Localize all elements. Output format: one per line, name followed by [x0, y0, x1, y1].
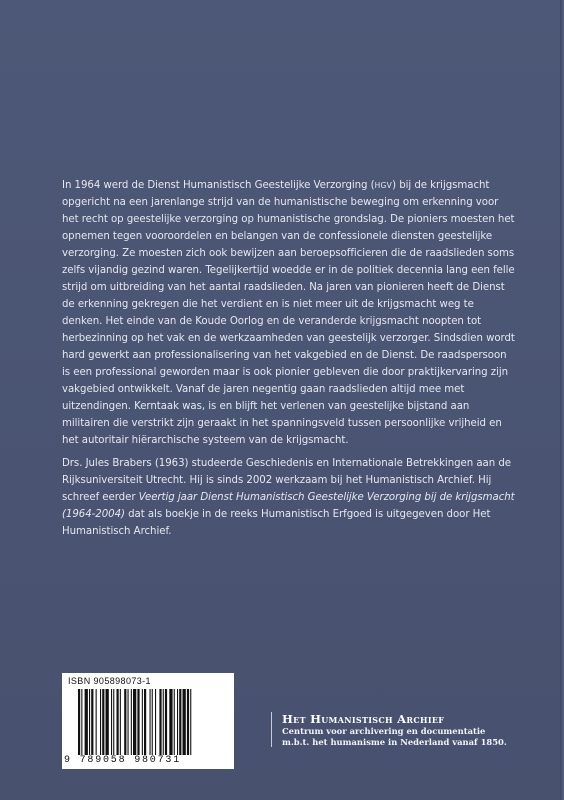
- barcode-bar: [81, 689, 82, 755]
- barcode-bar: [89, 689, 90, 755]
- barcode-bar: [111, 689, 112, 755]
- barcode-bar: [120, 689, 121, 755]
- barcode-bar: [150, 689, 151, 755]
- barcode-bar: [179, 689, 181, 755]
- barcode-bar: [100, 689, 101, 755]
- barcode-bar: [117, 689, 119, 755]
- barcode-bar: [174, 689, 175, 755]
- barcode-bar: [163, 689, 164, 755]
- isbn-barcode: [62, 673, 234, 769]
- barcode-bar: [155, 689, 156, 755]
- publisher-line-1: Centrum voor archivering en documentatie: [282, 726, 486, 736]
- barcode-bar: [106, 689, 109, 755]
- barcode-bar: [177, 689, 178, 755]
- publisher-block: [271, 712, 552, 747]
- cover-edge: [560, 0, 564, 800]
- isbn-label: ISBN 905898073-1: [68, 676, 151, 686]
- blurb-paragraph-1: In 1964 werd de Dienst Humanistisch Geestelijke Verzorging (HGV) bij de krijgsmacht opgericht na een jarenlange strijd van de humanistische beweging om erkenning voor het recht op geestelijke verzorging op humanistische grondslag. De pioniers moesten het opnemen tegen vooroordelen en belangen van de confessionele diensten geestelijke verzorging. Ze moesten zich ook bewijzen aan beroepsofficieren die de raadslieden soms zelfs vijandig gezind waren. Tegelijkertijd woedde er in de politiek decennia lang een felle strijd om uitbreiding van het aantal raadslieden. Na jaren van pionieren heeft de Dienst de erkenning gekregen die het verdient en is niet meer uit de krijgsmacht weg te denken. Het einde van de Koude Oorlog en de veranderde krijgsmacht noopten tot herbezinning op het vak en de werkzaamheden van geestelijk verzorger. Sindsdien wordt hard gewerkt aan professionalisering van het vakgebied en de Dienst. De raadspersoon is een professional geworden maar is ook pionier gebleven die door praktijkervaring zijn vakgebied ontwikkelt. Vanaf de jaren negentig gaan raadslieden altijd mee met uitzendingen. Kerntaak was, is en blijft het verlenen van geestelijke bijstand aan militairen die verstrikt zijn geraakt in het spanningsveld tussen persoonlijke vrijheid en het autoritair hiërarchische systeem van de krijgsmacht.: [62, 180, 515, 446]
- barcode-bar: [183, 689, 186, 755]
- barcode-bar: [91, 689, 93, 755]
- hgv-abbreviation: HGV: [374, 181, 393, 190]
- barcode-bar: [133, 689, 136, 755]
- barcode-bar: [187, 689, 189, 755]
- barcode-bar: [165, 689, 167, 755]
- barcode-bar: [159, 689, 161, 755]
- barcode-bar: [137, 689, 139, 755]
- barcode-bar: [85, 689, 88, 755]
- barcode-bar: [113, 689, 114, 755]
- barcode-bar: [169, 689, 172, 755]
- barcode-bar: [128, 689, 129, 755]
- barcode-bar: [96, 689, 97, 755]
- blurb-text: [62, 177, 517, 546]
- author-bio: Drs. Jules Brabers (1963) studeerde Geschiedenis en Internationale Betrekkingen aan de Rijksuniversiteit Utrecht. Hij is sinds 2002 werkzaam bij het Humanistisch Archief. Hij schreef eerder Veertig jaar Dienst Humanistisch Geestelijke Verzorging bij de krijgsmacht (1964-2004) dat als boekje in de reeks Humanistisch Erfgoed is uitgegeven door Het Humanistisch Archief.: [62, 458, 515, 537]
- publisher-name: Het Humanistisch Archief: [282, 712, 445, 726]
- barcode-bar: [131, 689, 132, 755]
- barcode-bar: [152, 689, 153, 755]
- earlier-book-title: Veertig jaar Dienst Humanistisch Geestelijke Verzorging bij de krijgsmacht (1964-2004): [62, 492, 515, 520]
- barcode-bar: [142, 689, 143, 755]
- barcode-bar: [190, 689, 191, 755]
- barcode-number: 9 789058 980731: [64, 755, 182, 766]
- barcode-bars: [76, 689, 226, 755]
- barcode-bar: [124, 689, 126, 755]
- barcode-bar: [78, 689, 80, 755]
- barcode-bar: [144, 689, 146, 755]
- publisher-line-2: m.b.t. het humanisme in Nederland vanaf 1850.: [282, 736, 507, 747]
- barcode-bar: [102, 689, 104, 755]
